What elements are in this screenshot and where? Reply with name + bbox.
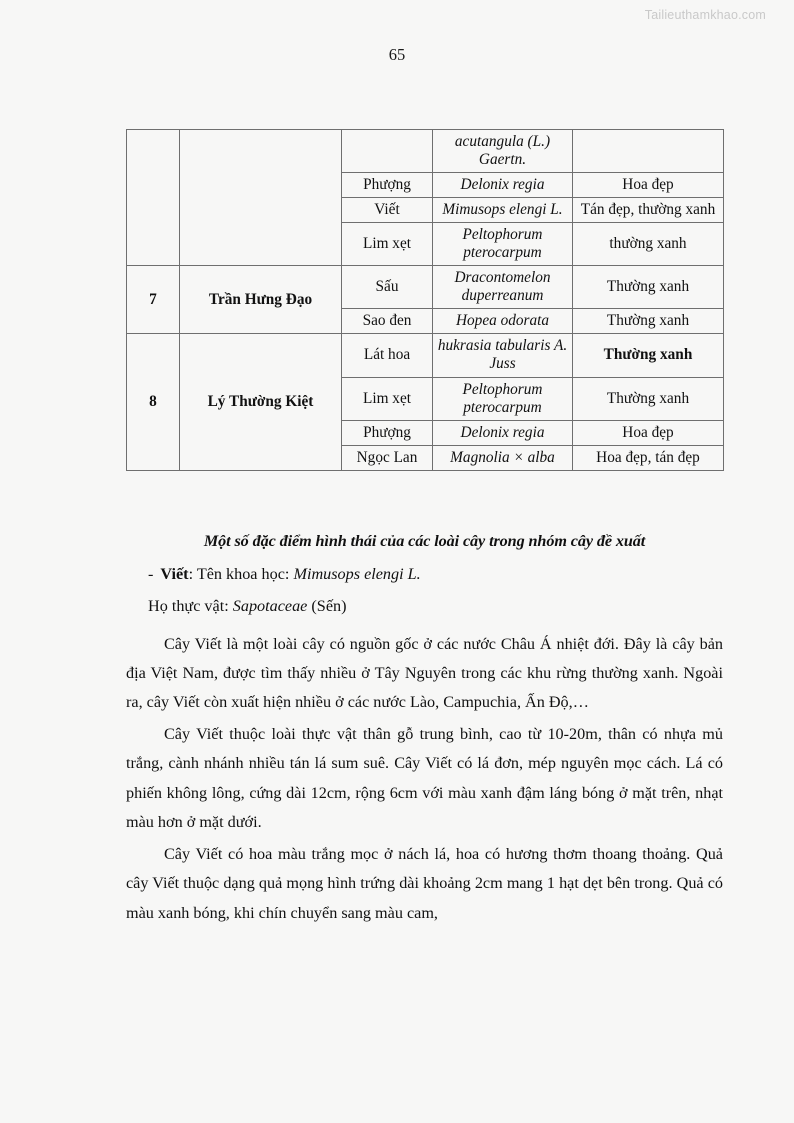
cell-characteristic: thường xanh xyxy=(573,223,724,266)
body-content xyxy=(126,532,723,928)
cell-characteristic: Hoa đẹp, tán đẹp xyxy=(573,445,724,470)
cell-index xyxy=(127,130,180,266)
species-common-name: Viết xyxy=(160,565,189,583)
cell-street-name xyxy=(180,130,342,266)
table-body xyxy=(127,130,724,471)
family-vernacular: (Sến) xyxy=(307,597,347,616)
page-number: 65 xyxy=(388,45,406,64)
paragraph-list xyxy=(126,630,723,929)
family-label: Họ thực vật: xyxy=(148,597,233,616)
species-bullet-line xyxy=(126,564,723,584)
cell-common-name: Ngọc Lan xyxy=(342,445,433,470)
body-paragraph: Cây Viết có hoa màu trắng mọc ở nách lá, hoa có hương thơm thoang thoảng. Quả cây Viết thuộc dạng quả mọng hình trứng dài khoảng 2cm mang 1 hạt dẹt bên trong. Quả có màu xanh bóng, khi chín chuyển sang màu cam, xyxy=(126,844,723,922)
table-row xyxy=(127,266,724,309)
table-row xyxy=(127,130,724,173)
cell-characteristic: Thường xanh xyxy=(573,334,724,377)
cell-characteristic xyxy=(573,130,724,173)
cell-scientific-name: Peltophorum pterocarpum xyxy=(433,223,573,266)
tree-species-table-wrapper xyxy=(126,129,723,471)
cell-characteristic: Thường xanh xyxy=(573,266,724,309)
cell-characteristic: Hoa đẹp xyxy=(573,420,724,445)
family-line xyxy=(126,596,723,616)
table-row xyxy=(127,334,724,377)
cell-scientific-name: Hopea odorata xyxy=(433,309,573,334)
cell-scientific-name: Mimusops elengi L. xyxy=(433,198,573,223)
cell-scientific-name: acutangula (L.) Gaertn. xyxy=(433,130,573,173)
cell-characteristic: Tán đẹp, thường xanh xyxy=(573,198,724,223)
cell-scientific-name: Magnolia × alba xyxy=(433,445,573,470)
cell-common-name: Phượng xyxy=(342,173,433,198)
tree-species-table xyxy=(126,129,724,471)
cell-scientific-name: Dracontomelon duperreanum xyxy=(433,266,573,309)
species-label: : Tên khoa học: xyxy=(188,565,294,583)
cell-characteristic: Thường xanh xyxy=(573,377,724,420)
cell-index: 8 xyxy=(127,334,180,470)
cell-scientific-name: Delonix regia xyxy=(433,173,573,198)
cell-common-name: Sao đen xyxy=(342,309,433,334)
cell-common-name xyxy=(342,130,433,173)
cell-scientific-name: hukrasia tabularis A. Juss xyxy=(433,334,573,377)
bullet-dash: - xyxy=(148,565,154,583)
cell-scientific-name: Delonix regia xyxy=(433,420,573,445)
body-paragraph: Cây Viết thuộc loài thực vật thân gỗ trung bình, cao từ 10-20m, thân có nhựa mủ trắng, cành nhánh nhiều tán lá sum suê. Cây Viết có lá đơn, mép nguyên mọc cách. Lá có phiến không lông, cứng dài 12cm, rộng 6cm với màu xanh đậm láng bóng ở mặt trên, nhạt màu hơn ở mặt dưới. xyxy=(126,724,723,832)
cell-common-name: Lim xẹt xyxy=(342,377,433,420)
cell-common-name: Viết xyxy=(342,198,433,223)
cell-common-name: Lát hoa xyxy=(342,334,433,377)
cell-street-name: Lý Thường Kiệt xyxy=(180,334,342,470)
cell-common-name: Lim xẹt xyxy=(342,223,433,266)
body-paragraph: Cây Viết là một loài cây có nguồn gốc ở các nước Châu Á nhiệt đới. Đây là cây bản địa Việt Nam, được tìm thấy nhiều ở Tây Nguyên trong các khu rừng thường xanh. Ngoài ra, cây Viết còn xuất hiện nhiều ở các nước Lào, Campuchia, Ấn Độ,… xyxy=(126,634,723,712)
cell-scientific-name: Peltophorum pterocarpum xyxy=(433,377,573,420)
family-name: Sapotaceae xyxy=(232,597,308,616)
cell-common-name: Sấu xyxy=(342,266,433,309)
cell-common-name: Phượng xyxy=(342,420,433,445)
cell-street-name: Trần Hưng Đạo xyxy=(180,266,342,334)
species-scientific-name: Mimusops elengi L. xyxy=(293,565,421,583)
cell-characteristic: Thường xanh xyxy=(573,309,724,334)
cell-index: 7 xyxy=(127,266,180,334)
section-heading: Một số đặc điểm hình thái của các loài cây trong nhóm cây đề xuất xyxy=(203,532,646,550)
watermark: Tailieuthamkhao.com xyxy=(644,8,766,22)
cell-characteristic: Hoa đẹp xyxy=(573,173,724,198)
